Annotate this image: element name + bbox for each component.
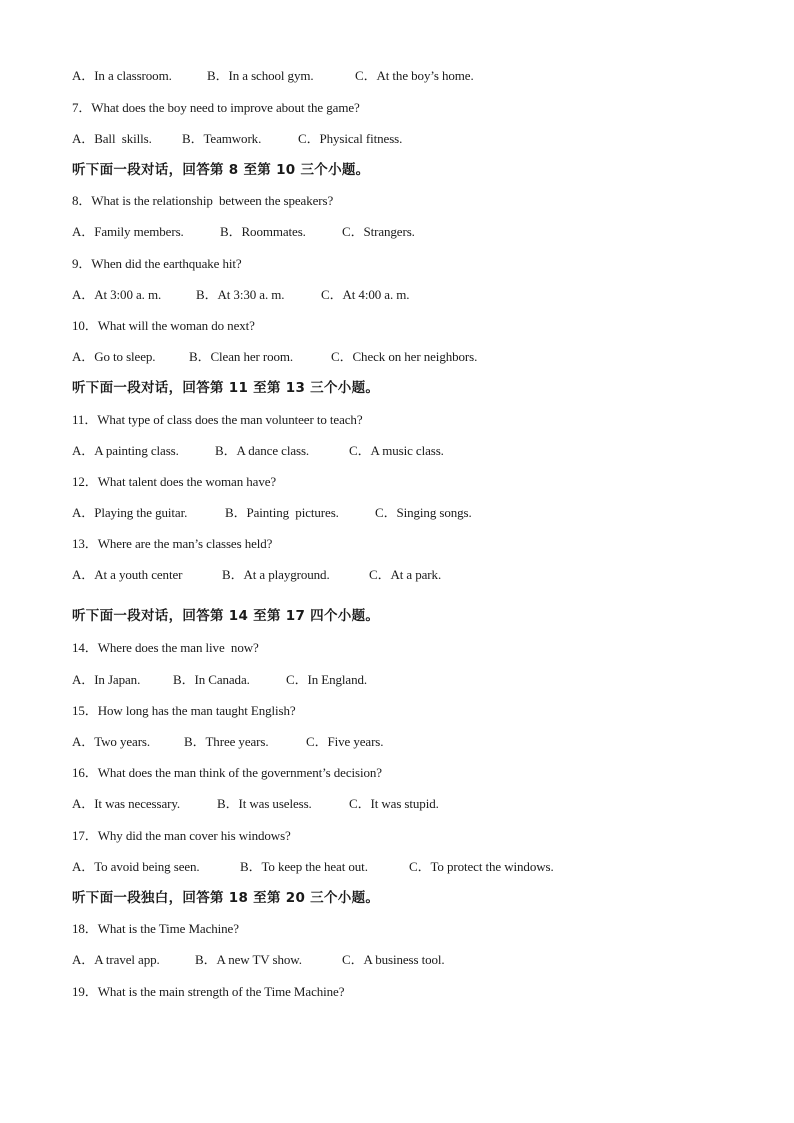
answer-option: A．Two years. <box>72 734 151 749</box>
answer-option: A．At 3:00 a. m. <box>72 287 162 302</box>
question-text: 19．What is the main strength of the Time Machine? <box>72 984 345 999</box>
question-text: 11．What type of class does the man volunteer to teach? <box>72 412 363 427</box>
section-heading: 听下面一段独白，回答第 18 至第 20 三个小题。 <box>72 890 380 906</box>
answer-option: A．Ball skills. <box>72 131 152 146</box>
answer-option: C．At 4:00 a. m. <box>321 287 410 302</box>
answer-option: A．In Japan. <box>72 672 141 687</box>
answer-option: C．A music class. <box>349 443 444 458</box>
question-text: 17．Why did the man cover his windows? <box>72 828 291 843</box>
answer-option: B．Clean her room. <box>189 349 294 364</box>
question-text: 12．What talent does the woman have? <box>72 474 277 489</box>
section-heading: 听下面一段对话，回答第 8 至第 10 三个小题。 <box>72 162 370 178</box>
answer-option: C．In England. <box>286 672 368 687</box>
answer-option: C．A business tool. <box>342 952 445 967</box>
question-text: 7．What does the boy need to improve about the game? <box>72 100 360 115</box>
answer-option: C．Five years. <box>306 734 384 749</box>
answer-option: C．It was stupid. <box>349 796 439 811</box>
answer-option: A．Family members. <box>72 224 184 239</box>
answer-option: A．At a youth center <box>72 567 183 582</box>
answer-option: C．To protect the windows. <box>409 859 554 874</box>
answer-option: B．At a playground. <box>222 567 330 582</box>
answer-option: A．Go to sleep. <box>72 349 156 364</box>
answer-option: A．In a classroom. <box>72 68 172 83</box>
answer-option: A．Playing the guitar. <box>72 505 188 520</box>
question-text: 18．What is the Time Machine? <box>72 921 239 936</box>
answer-option: B．Roommates. <box>220 224 306 239</box>
question-text: 15．How long has the man taught English? <box>72 703 296 718</box>
answer-option: B．A dance class. <box>215 443 310 458</box>
answer-option: C．At the boy’s home. <box>355 68 474 83</box>
question-text: 14．Where does the man live now? <box>72 640 259 655</box>
answer-option: B．At 3:30 a. m. <box>196 287 285 302</box>
section-heading: 听下面一段对话，回答第 11 至第 13 三个小题。 <box>72 380 380 396</box>
answer-option: B．Three years. <box>184 734 269 749</box>
answer-option: B．In a school gym. <box>207 68 314 83</box>
answer-option: A．It was necessary. <box>72 796 181 811</box>
answer-option: C．At a park. <box>369 567 442 582</box>
question-text: 16．What does the man think of the government’s decision? <box>72 765 382 780</box>
question-text: 8．What is the relationship between the speakers? <box>72 193 334 208</box>
answer-option: B．Painting pictures. <box>225 505 339 520</box>
question-text: 10．What will the woman do next? <box>72 318 255 333</box>
section-heading: 听下面一段对话，回答第 14 至第 17 四个小题。 <box>72 608 380 624</box>
answer-option: A．A travel app. <box>72 952 160 967</box>
answer-option: C．Physical fitness. <box>298 131 403 146</box>
answer-option: B．Teamwork. <box>182 131 262 146</box>
question-text: 9．When did the earthquake hit? <box>72 256 242 271</box>
answer-option: C．Check on her neighbors. <box>331 349 478 364</box>
answer-option: A．To avoid being seen. <box>72 859 200 874</box>
answer-option: B．To keep the heat out. <box>240 859 368 874</box>
answer-option: B．It was useless. <box>217 796 312 811</box>
answer-option: C．Strangers. <box>342 224 415 239</box>
answer-option: B．A new TV show. <box>195 952 302 967</box>
question-text: 13．Where are the man’s classes held? <box>72 536 273 551</box>
answer-option: A．A painting class. <box>72 443 179 458</box>
answer-option: B．In Canada. <box>173 672 250 687</box>
answer-option: C．Singing songs. <box>375 505 472 520</box>
